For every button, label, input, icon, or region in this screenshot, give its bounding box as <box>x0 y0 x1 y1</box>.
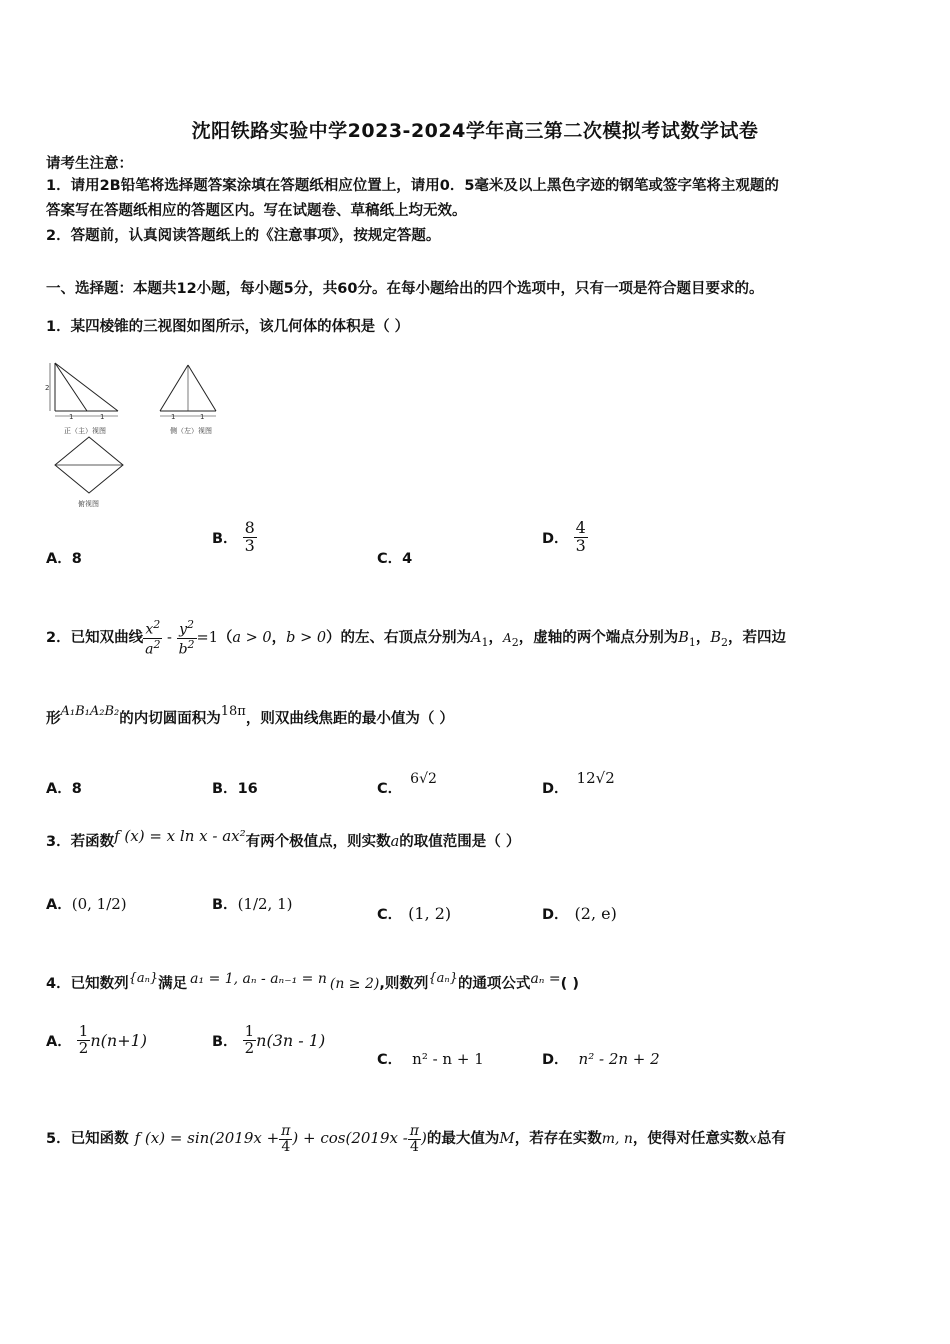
q5-x: x <box>748 1131 757 1147</box>
q3-option-b[interactable] <box>212 893 293 914</box>
q1-b-den: 3 <box>244 535 255 555</box>
q4-b-half-den: 2 <box>244 1038 255 1057</box>
q5-M: M <box>499 1129 515 1147</box>
notice-item-1b: 答案写在答题纸相应的答题区内。写在试题卷、草稿纸上均无效。 <box>46 203 467 219</box>
q4-a-label: A． <box>46 1033 72 1050</box>
q5-frac-2 <box>408 1124 421 1154</box>
q4-d-label: D． <box>542 1052 569 1068</box>
side-width-label-2: 1 <box>200 413 205 421</box>
q3-option-d[interactable] <box>542 903 617 924</box>
q2-area: 18π <box>220 704 246 719</box>
q5-func-a: f (x) = sin(2019x + <box>134 1129 280 1147</box>
q2-y: y <box>179 621 188 638</box>
q4-a-half <box>77 1024 91 1057</box>
side-width-label-1: 1 <box>171 413 176 421</box>
q4-stem <box>46 969 579 1000</box>
q2-A2: A <box>503 631 512 645</box>
front-width-label-1: 1 <box>69 413 74 421</box>
q1-c-label: C． <box>377 551 403 567</box>
q2-line2-mid: 的内切圆面积为 <box>119 711 221 727</box>
q1-c-value: 4 <box>402 551 413 567</box>
q5-end: 总有 <box>756 1131 786 1147</box>
q2-cond-1: a > 0 <box>232 630 272 646</box>
q2-y-fraction: $\frac{y^2}{b^2}$ <box>178 618 195 658</box>
q3-mid: 有两个极值点，则实数 <box>245 834 391 850</box>
q2-option-c[interactable] <box>377 767 437 797</box>
q4-seq: {aₙ} <box>128 971 159 986</box>
q2-x: x <box>145 621 154 638</box>
q4-mid-2: ,则数列 <box>379 976 429 992</box>
side-view <box>160 365 216 435</box>
q2-b: b <box>178 641 188 658</box>
q2-d-value: 12√2 <box>576 769 615 787</box>
notice-heading: 请考生注意： <box>46 156 133 172</box>
q1-option-c[interactable] <box>377 547 412 568</box>
q2-prefix: 2．已知双曲线 <box>46 630 144 646</box>
q5-pi-2: π <box>409 1122 419 1139</box>
q4-b-label: B． <box>212 1033 238 1050</box>
q1-option-a[interactable] <box>46 547 82 568</box>
q2-mid-2: ，虚轴的两个端点分别为 <box>518 630 679 646</box>
q2-line-2 <box>46 704 454 728</box>
q1-d-den: 3 <box>575 535 586 555</box>
q3-d-label: D． <box>542 907 569 923</box>
q2-line2-end: ，则双曲线焦距的最小值为（ ） <box>245 711 454 727</box>
q1-b-label: B． <box>212 530 238 547</box>
q2-c-value: 6√2 <box>410 771 437 787</box>
q3-prefix: 3．若函数 <box>46 834 115 850</box>
q3-b-label: B． <box>212 897 238 913</box>
q5-mid-2: ，若存在实数 <box>514 1131 602 1147</box>
q4-a-value: n(n+1) <box>90 1030 148 1050</box>
q1-b-fraction <box>243 520 257 555</box>
q4-paren: (n ≥ 2) <box>329 976 380 992</box>
side-view-caption: 侧（左）视图 <box>170 427 212 435</box>
q2-c-label: C． <box>377 781 403 797</box>
q2-option-d[interactable] <box>542 767 615 797</box>
q3-b-value: (1/2, 1) <box>237 895 293 913</box>
q5-pi-1: π <box>281 1122 291 1139</box>
q2-quad: A₁B₁A₂B₂ <box>60 704 120 719</box>
q5-mn: m, n <box>601 1131 633 1147</box>
q4-cond: a₁ = 1, aₙ - aₙ₋₁ = n <box>190 971 327 987</box>
q1-a-label: A． <box>46 551 72 567</box>
q3-stem <box>46 826 520 857</box>
q4-an: aₙ = <box>530 971 561 987</box>
q1-three-view-figure <box>40 355 230 515</box>
q3-c-label: C． <box>377 907 403 923</box>
q2-A1: A <box>471 630 482 646</box>
q1-b-num: 8 <box>244 518 255 537</box>
q4-end: ( ) <box>560 976 579 992</box>
q2-a-label: A． <box>46 781 72 797</box>
q4-b-value: n(3n - 1) <box>256 1030 326 1050</box>
q2-a: a <box>145 641 154 658</box>
q4-d-value: n² - 2n + 2 <box>578 1050 660 1068</box>
q2-option-a[interactable] <box>46 777 82 798</box>
q5-mid-3: ，使得对任意实数 <box>632 1131 749 1147</box>
q3-d-value: (2, e) <box>574 904 617 923</box>
front-view-caption: 正（主）视图 <box>64 427 106 435</box>
q4-c-value: n² - n + 1 <box>412 1050 484 1068</box>
top-view-caption: 俯视图 <box>78 500 99 508</box>
page-title: 沈阳铁路实验中学2023-2024学年高三第二次模拟考试数学试卷 <box>191 120 759 142</box>
q2-x-fraction: $\frac{x^2}{a^2}$ <box>145 618 161 658</box>
q2-end-1: ，若四边 <box>728 630 787 646</box>
q4-seq-2: {aₙ} <box>428 971 458 986</box>
q2-B2: B <box>710 630 722 646</box>
notice-item-1a: 1．请用2B铅笔将选择题答案涂填在答题纸相应位置上，请用0．5毫米及以上黑色字迹的钢笔或签字笔将主观题的 <box>46 178 779 194</box>
q3-option-a[interactable] <box>46 893 127 914</box>
q5-four-1: 4 <box>281 1138 291 1155</box>
q3-c-value: (1, 2) <box>408 904 452 923</box>
q1-d-label: D． <box>542 530 569 547</box>
notice-item-2: 2．答题前，认真阅读答题纸上的《注意事项》，按规定答题。 <box>46 228 441 244</box>
q1-option-d[interactable] <box>542 520 588 555</box>
q3-a-label: A． <box>46 897 72 913</box>
q4-a-half-num: 1 <box>78 1022 89 1040</box>
q2-eq: =1 <box>196 630 218 646</box>
q4-option-c[interactable] <box>377 1048 484 1069</box>
q5-func-b: ) + cos(2019x - <box>292 1129 408 1147</box>
q4-b-half-num: 1 <box>244 1022 255 1040</box>
q5-stem <box>46 1110 786 1167</box>
q3-var: a <box>390 834 400 850</box>
q4-a-half-den: 2 <box>78 1038 89 1057</box>
q3-a-value: (0, 1/2) <box>71 895 127 913</box>
q3-option-c[interactable] <box>377 903 451 924</box>
q1-d-num: 4 <box>575 518 586 537</box>
q4-option-b[interactable] <box>212 1024 325 1057</box>
front-height-label: 2 <box>45 384 50 392</box>
q4-mid-1: 满足 <box>158 976 188 992</box>
q4-mid-3: 的通项公式 <box>457 976 531 992</box>
q3-func: f (x) = x ln x - ax² <box>114 827 246 845</box>
q1-a-value: 8 <box>71 551 82 567</box>
q5-prefix: 5．已知函数 <box>46 1131 129 1147</box>
front-view <box>45 363 118 435</box>
q4-option-a[interactable] <box>46 1024 147 1057</box>
q4-c-label: C． <box>377 1052 403 1068</box>
q4-prefix: 4．已知数列 <box>46 976 129 992</box>
q4-b-half <box>243 1024 257 1057</box>
q2-cond-open: （ <box>217 630 233 646</box>
q2-b-label: B． <box>212 781 238 797</box>
q2-b-value: 16 <box>237 781 258 797</box>
front-width-label-2: 1 <box>100 413 105 421</box>
q1-option-b[interactable] <box>212 520 257 555</box>
q2-B1: B <box>678 630 689 646</box>
q1-stem: 1．某四棱锥的三视图如图所示，该几何体的体积是（ ） <box>46 319 410 335</box>
q2-a-value: 8 <box>71 781 82 797</box>
top-view <box>55 437 123 508</box>
q2-d-label: D． <box>542 781 569 797</box>
q2-cond-2: b > 0 <box>286 630 327 646</box>
q1-d-fraction <box>574 520 588 555</box>
q5-frac-1 <box>279 1124 292 1154</box>
section-heading: 一、选择题：本题共12小题，每小题5分，共60分。在每小题给出的四个选项中，只有一项是符合题目要求的。 <box>46 281 764 297</box>
q5-four-2: 4 <box>409 1138 419 1155</box>
q4-option-d[interactable] <box>542 1048 660 1069</box>
q2-line2-pre: 形 <box>46 711 61 727</box>
q2-mid-1: ）的左、右顶点分别为 <box>326 630 472 646</box>
q5-func-c: ) <box>421 1129 427 1147</box>
q2-line-1: 2．已知双曲线 $\frac{x^2}{a^2}$ - $\frac{y^2}{b^2}$ =1（a > 0，b > 0）的左、右顶点分别为$A_1$，$A_2$，虚轴的两个端点分别为$B_1$，$B_2$，若四边 <box>46 618 787 658</box>
q3-end: 的取值范围是（ ） <box>399 834 521 850</box>
q2-option-b[interactable] <box>212 777 258 798</box>
q2-sep: ， <box>271 630 287 646</box>
q5-mid-1: 的最大值为 <box>426 1131 500 1147</box>
